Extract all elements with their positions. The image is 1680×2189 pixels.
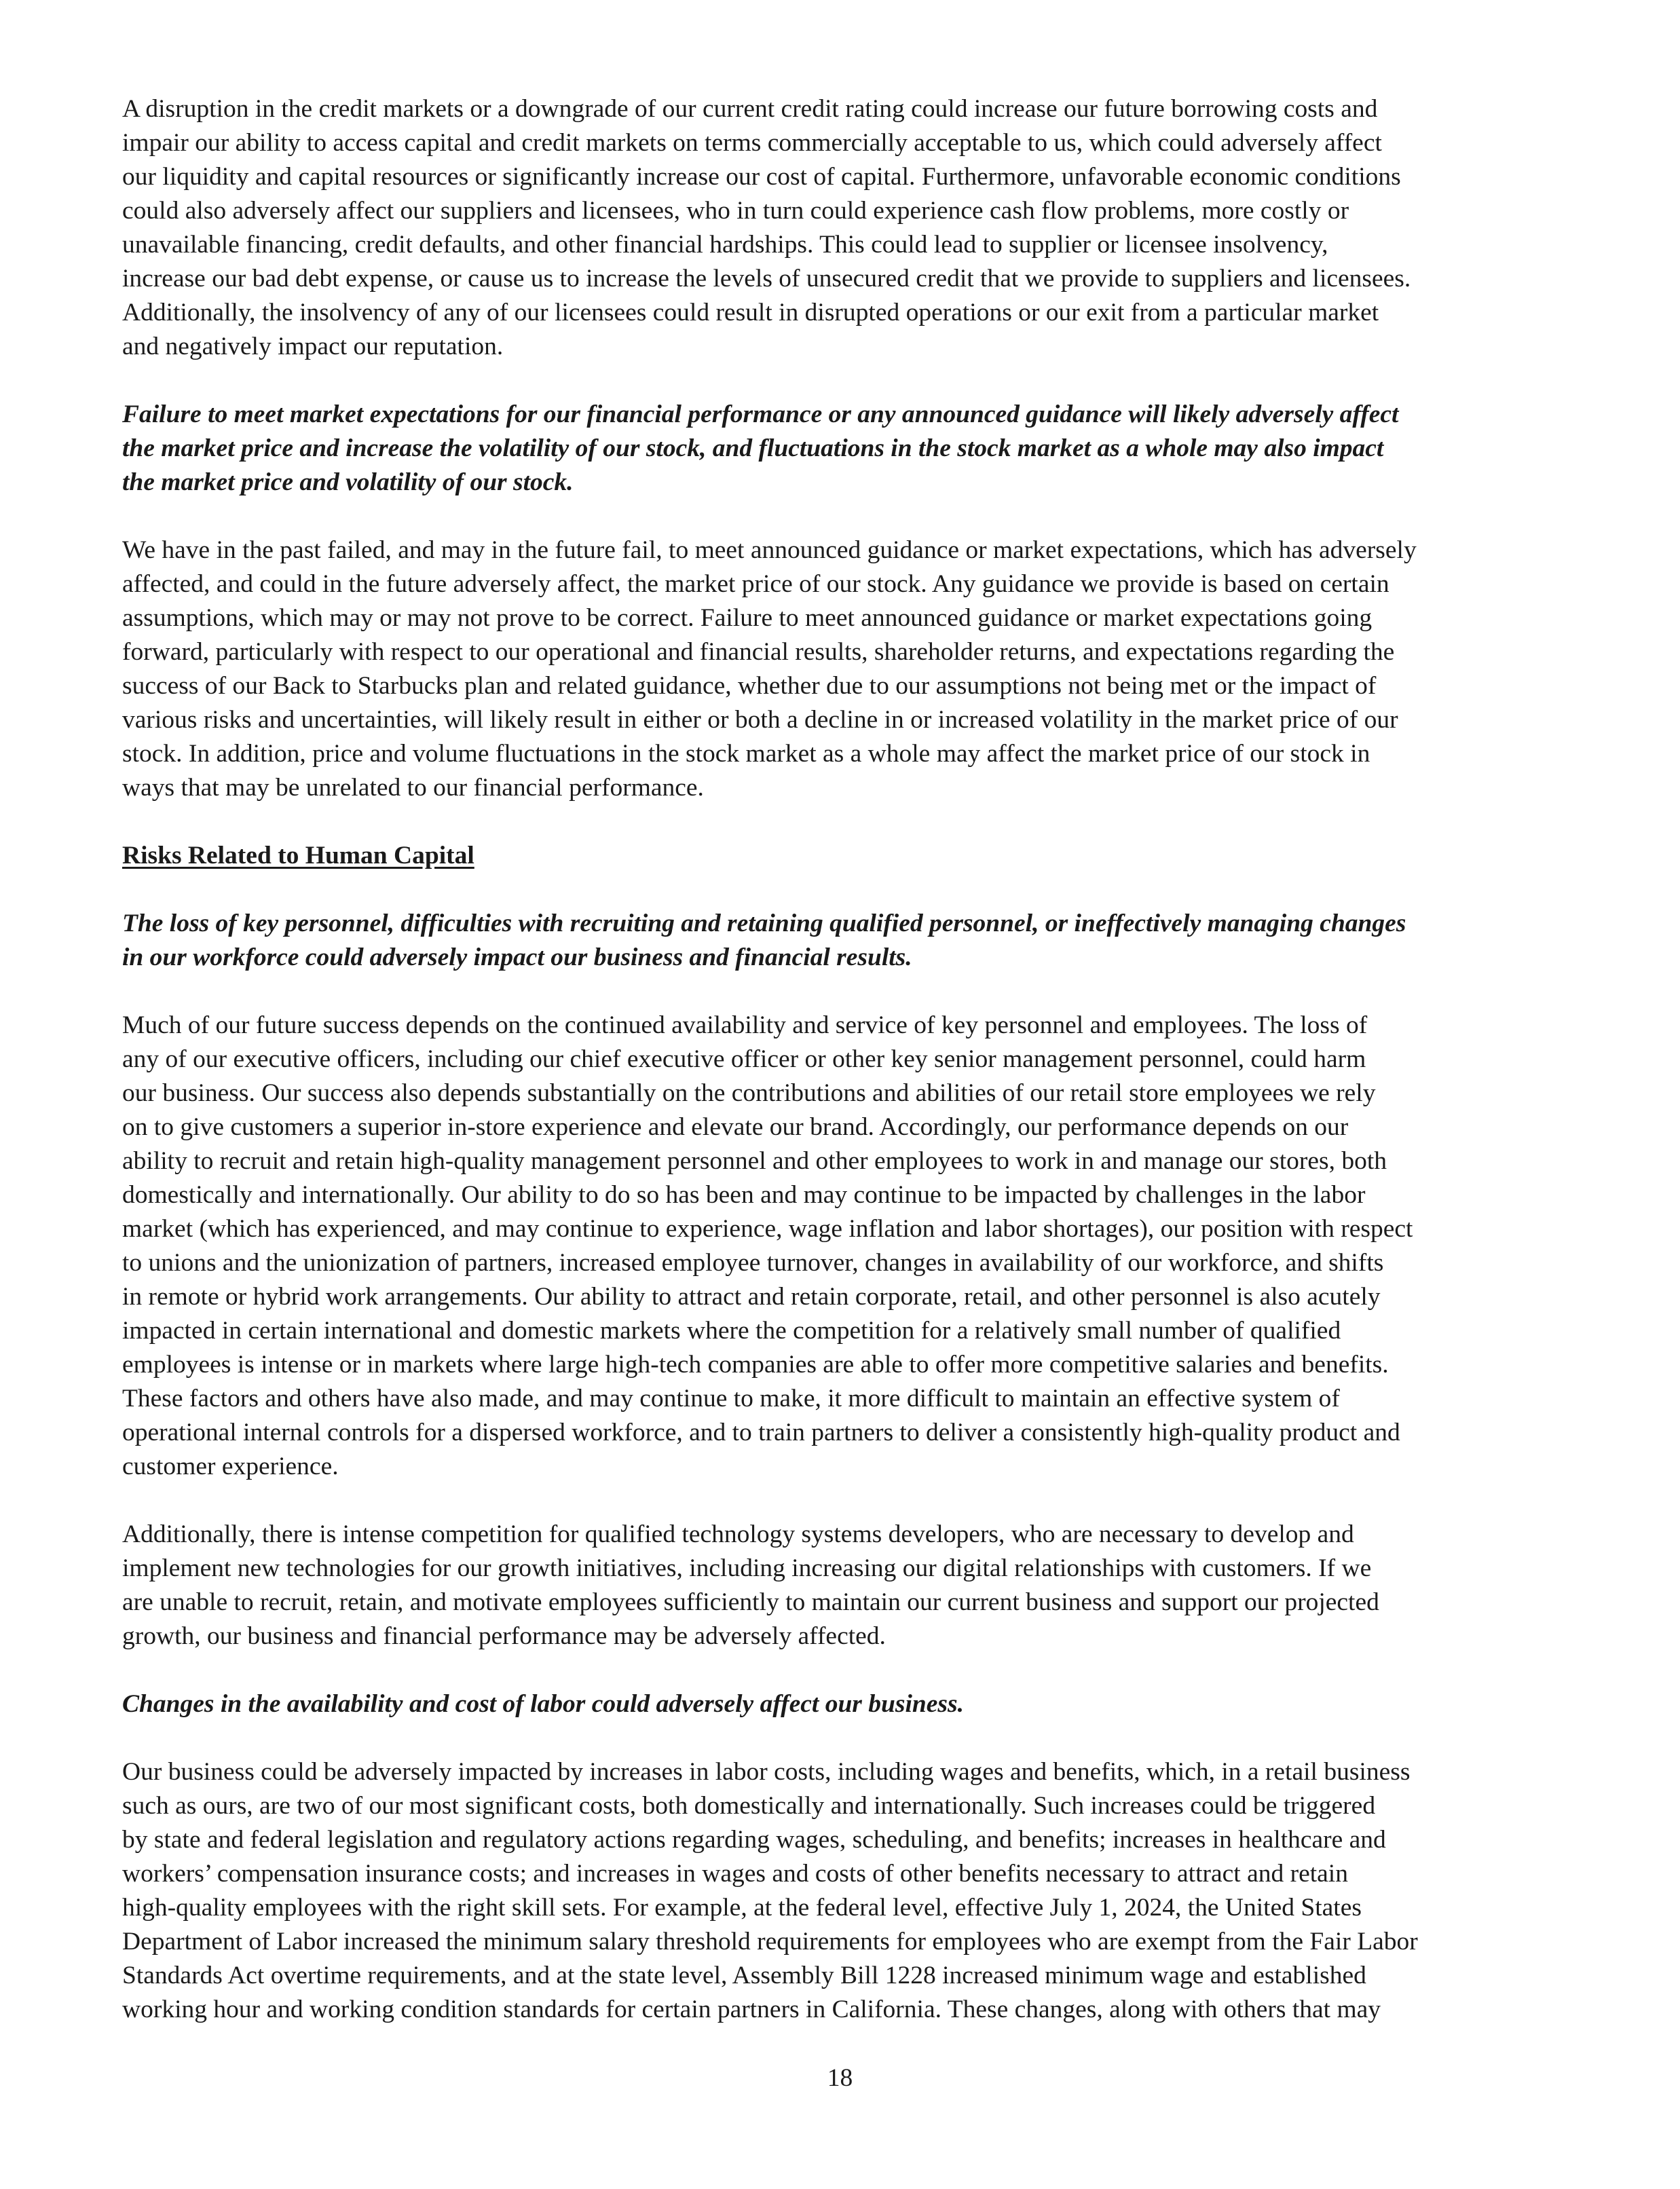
text-line: by state and federal legislation and regulatory actions regarding wages, scheduling, and benefits; increases in healthcare and — [122, 1826, 1386, 1854]
text-line: our liquidity and capital resources or significantly increase our cost of capital. Furthermore, unfavorable economic conditions — [122, 163, 1401, 191]
text-line: success of our Back to Starbucks plan and related guidance, whether due to our assumptions not being met or the impact of — [122, 672, 1377, 700]
text-line: unavailable financing, credit defaults, and other financial hardships. This could lead to supplier or licensee insolvency, — [122, 231, 1328, 259]
text-line: workers’ compensation insurance costs; and increases in wages and costs of other benefits necessary to attract and retain — [122, 1860, 1348, 1888]
text-line: various risks and uncertainties, will likely result in either or both a decline in or increased volatility in the market price of our — [122, 706, 1398, 734]
text-line: in remote or hybrid work arrangements. Our ability to attract and retain corporate, retail, and other personnel is also acutely — [122, 1283, 1381, 1311]
text-line: Standards Act overtime requirements, and at the state level, Assembly Bill 1228 increased minimum wage and established — [122, 1962, 1366, 1989]
body-paragraph — [122, 1518, 1564, 1653]
text-line: Additionally, the insolvency of any of our licensees could result in disrupted operations or our exit from a particular market — [122, 299, 1379, 326]
section-heading — [122, 839, 1564, 873]
text-line: the market price and increase the volatility of our stock, and fluctuations in the stock market as a whole may also impact — [122, 434, 1384, 462]
text-line: Failure to meet market expectations for our financial performance or any announced guidance will likely adversely affect — [122, 400, 1399, 428]
text-line: are unable to recruit, retain, and motivate employees sufficiently to maintain our current business and support our projected — [122, 1588, 1379, 1616]
body-paragraph — [122, 1755, 1564, 2027]
block-spacer — [122, 975, 1564, 1009]
text-line: employees is intense or in markets where large high-tech companies are able to offer more competitive salaries and benefits. — [122, 1351, 1389, 1379]
text-line: Changes in the availability and cost of labor could adversely affect our business. — [122, 1690, 964, 1718]
text-line: could also adversely affect our suppliers and licensees, who in turn could experience cash flow problems, more costly or — [122, 197, 1349, 225]
body-paragraph — [122, 534, 1564, 805]
text-line: operational internal controls for a dispersed workforce, and to train partners to deliver a consistently high-quality product and — [122, 1419, 1400, 1446]
text-line: These factors and others have also made, and may continue to make, it more difficult to maintain an effective system of — [122, 1385, 1340, 1412]
text-line: The loss of key personnel, difficulties with recruiting and retaining qualified personnel, or ineffectively managing changes — [122, 910, 1406, 937]
text-line: customer experience. — [122, 1453, 339, 1480]
text-line: such as ours, are two of our most significant costs, both domestically and internationally. Such increases could be triggered — [122, 1792, 1376, 1820]
text-line: any of our executive officers, including our chief executive officer or other key senior management personnel, could harm — [122, 1045, 1366, 1073]
block-spacer — [122, 873, 1564, 907]
text-line: Much of our future success depends on the continued availability and service of key personnel and employees. The loss of — [122, 1011, 1368, 1039]
text-line: impair our ability to access capital and credit markets on terms commercially acceptable to us, which could adversely affect — [122, 129, 1382, 157]
risk-factor-heading — [122, 907, 1564, 975]
block-spacer — [122, 1721, 1564, 1755]
text-line: A disruption in the credit markets or a downgrade of our current credit rating could increase our future borrowing costs and — [122, 95, 1378, 123]
text-line: implement new technologies for our growth initiatives, including increasing our digital relationships with customers. If we — [122, 1554, 1372, 1582]
risk-factor-heading — [122, 1687, 1564, 1721]
text-line: to unions and the unionization of partners, increased employee turnover, changes in availability of our workforce, and shifts — [122, 1249, 1384, 1277]
text-line: Additionally, there is intense competition for qualified technology systems developers, who are necessary to develop and — [122, 1520, 1354, 1548]
text-line: our business. Our success also depends substantially on the contributions and abilities of our retail store employees we rely — [122, 1079, 1376, 1107]
body-paragraph — [122, 92, 1564, 364]
text-line: Department of Labor increased the minimum salary threshold requirements for employees who are exempt from the Fair Labor — [122, 1928, 1418, 1956]
block-spacer — [122, 1653, 1564, 1687]
block-spacer — [122, 364, 1564, 398]
text-line: We have in the past failed, and may in the future fail, to meet announced guidance or market expectations, which has adversely — [122, 536, 1417, 564]
block-spacer — [122, 1484, 1564, 1518]
block-spacer — [122, 500, 1564, 534]
text-line: ways that may be unrelated to our financial performance. — [122, 774, 704, 802]
text-line: and negatively impact our reputation. — [122, 333, 504, 360]
text-line: domestically and internationally. Our ability to do so has been and may continue to be impacted by challenges in the labor — [122, 1181, 1366, 1209]
document-page — [122, 92, 1564, 2027]
text-line: ability to recruit and retain high-quality management personnel and other employees to work in and manage our stores, both — [122, 1147, 1387, 1175]
text-line: forward, particularly with respect to our operational and financial results, shareholder returns, and expectations regarding the — [122, 638, 1395, 666]
text-line: assumptions, which may or may not prove to be correct. Failure to meet announced guidance or market expectations going — [122, 604, 1373, 632]
block-spacer — [122, 805, 1564, 839]
page-number: 18 — [827, 2064, 853, 2092]
risk-factor-heading — [122, 398, 1564, 500]
text-line: on to give customers a superior in-store experience and elevate our brand. Accordingly, our performance depends on our — [122, 1113, 1349, 1141]
text-line: in our workforce could adversely impact our business and financial results. — [122, 943, 912, 971]
text-line: increase our bad debt expense, or cause us to increase the levels of unsecured credit that we provide to suppliers and licensees. — [122, 265, 1411, 293]
text-line: market (which has experienced, and may continue to experience, wage inflation and labor shortages), our position with respect — [122, 1215, 1413, 1243]
text-line: affected, and could in the future adversely affect, the market price of our stock. Any guidance we provide is based on certain — [122, 570, 1389, 598]
text-line: Our business could be adversely impacted by increases in labor costs, including wages and benefits, which, in a retail business — [122, 1758, 1411, 1786]
text-line: the market price and volatility of our stock. — [122, 468, 574, 496]
text-line: working hour and working condition standards for certain partners in California. These changes, along with others that may — [122, 1996, 1381, 2023]
body-paragraph — [122, 1009, 1564, 1484]
text-line: impacted in certain international and domestic markets where the competition for a relatively small number of qualified — [122, 1317, 1341, 1345]
text-line: high-quality employees with the right skill sets. For example, at the federal level, effective July 1, 2024, the United States — [122, 1894, 1362, 1922]
text-line: Risks Related to Human Capital — [122, 842, 474, 869]
text-line: stock. In addition, price and volume fluctuations in the stock market as a whole may affect the market price of our stock in — [122, 740, 1370, 768]
text-line: growth, our business and financial performance may be adversely affected. — [122, 1622, 886, 1650]
